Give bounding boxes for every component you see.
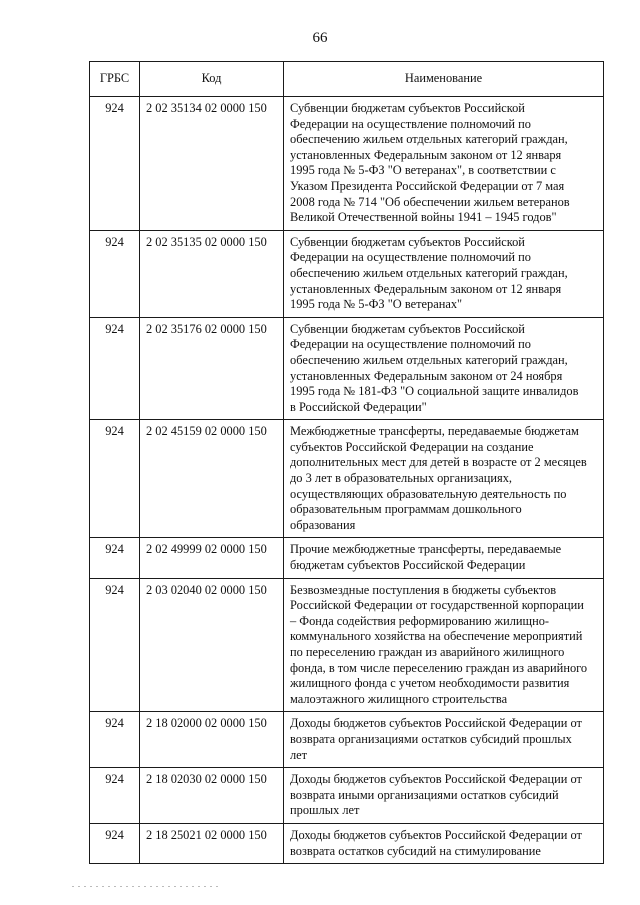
scan-artifact: [72, 886, 222, 887]
table-row: [90, 823, 604, 863]
name-line: субъектов Российской Федерации на создание: [290, 439, 534, 454]
name-line: возврата иными организациями остатков субсидий: [290, 787, 559, 802]
name-line: 1995 года № 5-ФЗ "О ветеранах": [290, 297, 463, 312]
header-code: Код: [140, 62, 284, 97]
table-body: [90, 97, 604, 864]
grbs-cell: 924: [90, 768, 140, 824]
name-cell: [284, 97, 604, 231]
table-row: [90, 420, 604, 538]
name-line: осуществляющих образовательную деятельность по: [290, 486, 567, 501]
code-cell: 2 02 35176 02 0000 150: [140, 317, 284, 420]
name-line: лет: [290, 747, 308, 762]
name-line: обеспечению жильем отдельных категорий граждан,: [290, 352, 568, 367]
name-line: до 3 лет в образовательных организациях,: [290, 471, 512, 486]
name-cell: [284, 823, 604, 863]
name-cell: [284, 538, 604, 578]
table-row: [90, 317, 604, 420]
name-line: Безвозмездные поступления в бюджеты субъектов: [290, 582, 557, 597]
code-cell: 2 02 49999 02 0000 150: [140, 538, 284, 578]
name-line: установленных Федеральным законом от 24 ноября: [290, 368, 563, 383]
name-line: возврата организациями остатков субсидий прошлых: [290, 731, 572, 746]
name-line: образования: [290, 517, 356, 532]
name-cell: [284, 420, 604, 538]
grbs-cell: 924: [90, 823, 140, 863]
name-line: Великой Отечественной войны 1941 – 1945 годов": [290, 210, 557, 225]
name-line: Доходы бюджетов субъектов Российской Федерации от: [290, 827, 582, 842]
header-grbs: ГРБС: [90, 62, 140, 97]
name-line: прошлых лет: [290, 803, 360, 818]
budget-classification-table: [89, 61, 604, 864]
grbs-cell: 924: [90, 420, 140, 538]
name-line: Доходы бюджетов субъектов Российской Федерации от: [290, 716, 582, 731]
grbs-cell: 924: [90, 712, 140, 768]
table-row: [90, 578, 604, 712]
name-line: установленных Федеральным законом от 12 января: [290, 281, 562, 296]
name-line: возврата остатков субсидий на стимулирование: [290, 843, 541, 858]
name-cell: [284, 768, 604, 824]
name-line: установленных Федеральным законом от 12 января: [290, 147, 562, 162]
name-line: жилищного фонда с учетом необходимости развития: [290, 676, 570, 691]
name-cell: [284, 317, 604, 420]
name-line: 1995 года № 181-ФЗ "О социальной защите инвалидов: [290, 384, 579, 399]
page-number: 66: [312, 30, 328, 46]
code-cell: 2 02 35134 02 0000 150: [140, 97, 284, 231]
name-line: бюджетам субъектов Российской Федерации: [290, 558, 526, 573]
code-cell: 2 18 02000 02 0000 150: [140, 712, 284, 768]
name-line: 1995 года № 5-ФЗ "О ветеранах", в соответствии с: [290, 163, 556, 178]
table-header-row: [90, 62, 604, 97]
name-cell: [284, 578, 604, 712]
name-line: малоэтажного жилищного строительства: [290, 691, 508, 706]
name-line: обеспечению жильем отдельных категорий граждан,: [290, 132, 568, 147]
name-line: по переселению граждан из аварийного жилищного: [290, 645, 565, 659]
name-line: Субвенции бюджетам субъектов Российской: [290, 234, 525, 249]
name-line: Федерации на осуществление полномочий по: [290, 337, 531, 352]
header-name: Наименование: [284, 62, 604, 97]
grbs-cell: 924: [90, 97, 140, 231]
name-line: Прочие межбюджетные трансферты, передаваемые: [290, 542, 562, 557]
name-line: Субвенции бюджетам субъектов Российской: [290, 101, 525, 115]
code-cell: 2 02 45159 02 0000 150: [140, 420, 284, 538]
grbs-cell: 924: [90, 578, 140, 712]
grbs-cell: 924: [90, 317, 140, 420]
code-cell: 2 03 02040 02 0000 150: [140, 578, 284, 712]
code-cell: 2 02 35135 02 0000 150: [140, 230, 284, 317]
name-line: Российской Федерации от государственной корпорации: [290, 598, 584, 613]
name-line: коммунального хозяйства на обеспечение мероприятий: [290, 629, 583, 644]
table-row: [90, 97, 604, 231]
name-line: в Российской Федерации": [290, 399, 427, 414]
table-row: [90, 768, 604, 824]
table-row: [90, 712, 604, 768]
name-cell: [284, 712, 604, 768]
name-cell: [284, 230, 604, 317]
code-cell: 2 18 25021 02 0000 150: [140, 823, 284, 863]
name-line: – Фонда содействия реформированию жилищно-: [290, 613, 550, 628]
name-line: Доходы бюджетов субъектов Российской Федерации от: [290, 772, 582, 787]
name-line: образовательным программам дошкольного: [290, 502, 522, 517]
table-row: [90, 230, 604, 317]
name-line: Субвенции бюджетам субъектов Российской: [290, 321, 525, 336]
name-line: обеспечению жильем отдельных категорий граждан,: [290, 265, 568, 280]
name-line: дополнительных мест для детей в возрасте от 2 месяцев: [290, 455, 587, 470]
table-row: [90, 538, 604, 578]
name-line: Межбюджетные трансферты, передаваемые бюджетам: [290, 424, 579, 439]
grbs-cell: 924: [90, 538, 140, 578]
name-line: 2008 года № 714 "Об обеспечении жильем ветеранов: [290, 194, 570, 209]
name-line: Федерации на осуществление полномочий по: [290, 250, 531, 265]
name-line: Указом Президента Российской Федерации от 7 мая: [290, 178, 565, 193]
name-line: фонда, в том числе переселению граждан из аварийного: [290, 660, 588, 675]
code-cell: 2 18 02030 02 0000 150: [140, 768, 284, 824]
name-line: Федерации на осуществление полномочий по: [290, 116, 531, 131]
grbs-cell: 924: [90, 230, 140, 317]
